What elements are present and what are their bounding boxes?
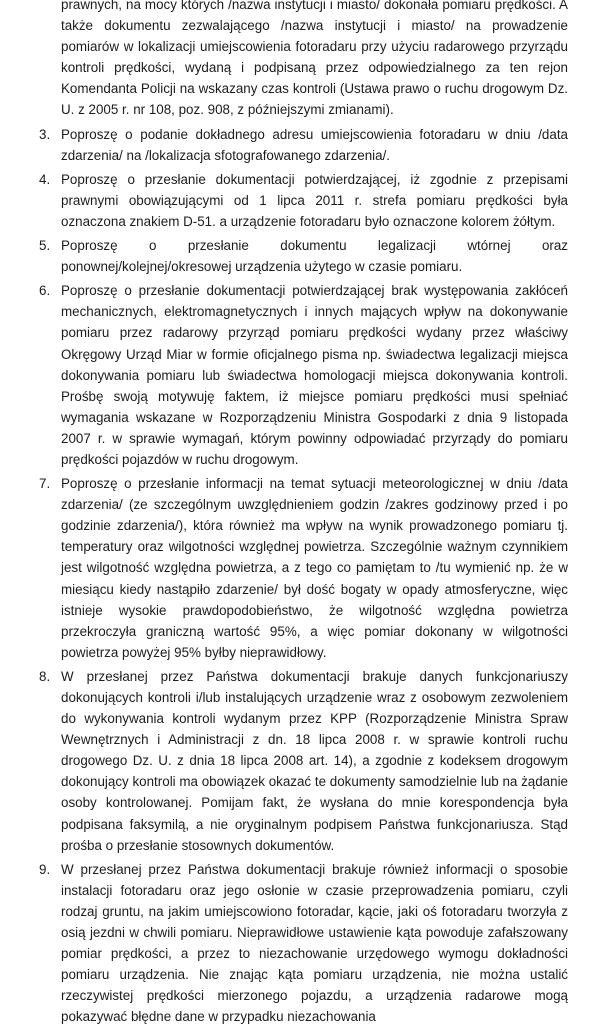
item-2-continuation: prawnych, na mocy których /nazwa instytucji i miasto/ dokonała pomiaru prędkości. A także dokumentu zezwalającego /nazwa instytucji i miasto/ na prowadzenie pomiarów w lokalizacji umiejscowienia fotoradaru przy użyciu radarowego przyrządu kontroli prędkości, wydaną i podpisaną przez odpowiedzialnego za ten rejon Komendanta Policji na wskazany czas kontroli (Ustawa prawo o ruchu drogowym Dz. U. z 2005 r. nr 108, poz. 908, z późniejszymi zmianami).: [61, 0, 568, 118]
list-item: [39, 473, 568, 663]
list-item-number: 9.: [39, 861, 51, 877]
list-item-number: 4.: [39, 171, 51, 187]
list-item-number: 5.: [39, 238, 51, 254]
list-item-number: 3.: [39, 126, 51, 142]
list-item: [39, 859, 568, 1028]
list-item: [39, 280, 568, 470]
list-item-number: 6.: [39, 283, 51, 299]
numbered-list: [0, 124, 614, 1028]
list-item-number: 7.: [39, 476, 51, 492]
list-item-text: Poproszę o przesłanie dokumentu legalizacji wtórnej oraz ponownej/kolejnej/okresowej urządzenia użytego w czasie pomiaru.: [61, 238, 568, 275]
list-item: [39, 124, 568, 166]
list-item: [39, 169, 568, 232]
list-item-text: W przesłanej przez Państwa dokumentacji brakuje danych funkcjonariuszy dokonujących kontroli i/lub instalujących urządzenie wraz z osobowym zezwoleniem do wykonywania kontroli wydanym przez KPP (Rozporządzenie Ministra Spraw Wewnętrznych i Administracji z dn. 18 lipca 2008 r. w sprawie kontroli ruchu drogowego Dz. U. z dnia 18 lipca 2008 art. 14), a zgodnie z kodeksem drogowym dokonujący kontroli ma obowiązek okazać te dokumenty samodzielnie lub na żądanie osoby kontrolowanej. Pomijam fakt, że wysłana do mnie korespondencja była podpisana faksymilą, a nie oryginalnym podpisem Państwa funkcjonariusza. Stąd prośba o przesłanie stosownych dokumentów.: [61, 668, 568, 853]
list-item-text: W przesłanej przez Państwa dokumentacji brakuje również informacji o sposobie instalacji fotoradaru oraz jego osłonie w czasie przeprowadzenia pomiaru, czyli rodzaj gruntu, na jakim umiejscowiono fotoradar, kącie, jaki oś fotoradaru tworzyła z osią jezdni w chwili pomiaru. Nieprawidłowe ustawienie kąta powoduje zafałszowany pomiar prędkości, a przez to niezachowanie urzędowego wymogu dokładności pomiaru urządzenia. Nie znając kąta pomiaru urządzenia, nie można ustalić rzeczywistej prędkości mierzonego pojazdu, a urządzenia radarowe mogą pokazywać błędne dane w przypadku niezachowania: [61, 861, 568, 1025]
list-item: [39, 666, 568, 856]
list-item: [39, 235, 568, 277]
list-item-text: Poproszę o przesłanie dokumentacji potwierdzającej brak występowania zakłóceń mechanicznych, elektromagnetycznych i innych mających wpływ na dokonywanie pomiaru przez radarowy przyrząd pomiaru prędkości wydany przez właściwy Okręgowy Urząd Miar w formie oficjalnego pisma np. świadectwa legalizacji miejsca dokonywania pomiaru lub świadectwa homologacji miejsca dokonywania kontroli. Prośbę swoją motywuję faktem, iż miejsce pomiaru prędkości musi spełniać wymagania wskazane w Rozporządzeniu Ministra Gospodarki z dnia 9 listopada 2007 r. w sprawie wymagań, którym powinny odpowiadać przyrządy do pomiaru prędkości pojazdów w ruchu drogowym.: [61, 283, 568, 467]
list-item-text: Poproszę o przesłanie informacji na temat sytuacji meteorologicznej w dniu /data zdarzenia/ (ze szczególnym uwzględnieniem godzin /zakres godzinowy przed i po godzinie zdarzenia/), która również ma wpływ na wynik prowadzonego pomiaru tj. temperatury oraz wilgotności względnej powietrza. Szczególnie ważnym czynnikiem jest wilgotność względna powietrza, a z tego co pamiętam to /tu wymienić np. że w miesiącu kiedy nastąpiło zdarzenie/ był dość bogaty w opady atmosferyczne, więc istnieje wysokie prawdopodobieństwo, że wilgotność względna powietrza przekroczyła graniczną wartość 95%, a więc pomiar dokonany w wilgotności powietrza powyżej 95% byłby nieprawidłowy.: [61, 476, 568, 660]
list-item-number: 8.: [39, 668, 51, 684]
list-item-text: Poproszę o podanie dokładnego adresu umiejscowienia fotoradaru w dniu /data zdarzenia/ na /lokalizacja sfotografowanego zdarzenia/.: [61, 126, 568, 163]
list-item-text: Poproszę o przesłanie dokumentacji potwierdzającej, iż zgodnie z przepisami prawnymi obowiązującymi od 1 lipca 2011 r. strefa pomiaru prędkości była oznaczona znakiem D-51. a urządzenie fotoradaru było oznaczone kolorem żółtym.: [61, 171, 568, 229]
